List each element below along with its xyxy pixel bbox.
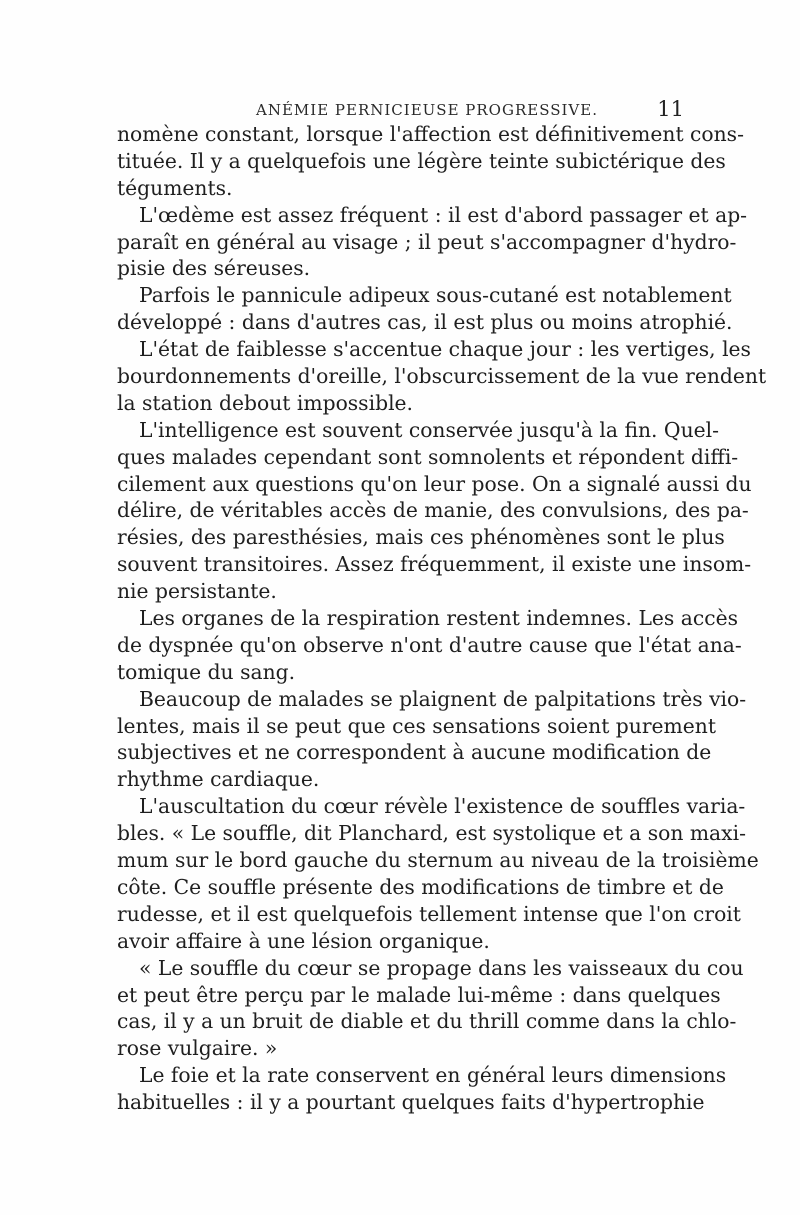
text-line: nomène constant, lorsque l'affection est définitivement cons-: [117, 122, 744, 146]
text-line: rudesse, et il est quelquefois tellement intense que l'on croit: [117, 901, 741, 926]
text-line: pisie des séreuses.: [117, 256, 311, 281]
text-line: de dyspnée qu'on observe n'ont d'autre cause que l'état ana-: [117, 632, 742, 657]
text-line: avoir affaire à une lésion organique.: [117, 928, 490, 953]
text-line: résies, des paresthésies, mais ces phénomènes sont le plus: [117, 525, 725, 550]
text-line: bles. « Le souffle, dit Planchard, est systolique et a son maxi-: [117, 821, 746, 846]
text-line: cilement aux questions qu'on leur pose. On a signalé aussi du: [117, 471, 752, 496]
text-line: téguments.: [117, 175, 233, 200]
text-line: subjectives et ne correspondent à aucune modification de: [117, 740, 712, 765]
text-line: habituelles : il y a pourtant quelques faits d'hypertrophie: [117, 1090, 705, 1115]
text-line: L'intelligence est souvent conservée jusqu'à la fin. Quel-: [139, 417, 719, 442]
text-line: ques malades cependant sont somnolents et répondent diffi-: [117, 444, 739, 469]
text-line: Beaucoup de malades se plaignent de palpitations très vio-: [139, 686, 747, 711]
text-line: tituée. Il y a quelquefois une légère teinte subictérique des: [117, 148, 726, 173]
text-line: côte. Ce souffle présente des modifications de timbre et de: [117, 874, 724, 899]
text-line: mum sur le bord gauche du sternum au niveau de la troisième: [117, 848, 759, 873]
text-line: « Le souffle du cœur se propage dans les vaisseaux du cou: [139, 955, 744, 980]
body-text: [117, 121, 767, 1116]
text-line: paraît en général au visage ; il peut s'accompagner d'hydro-: [117, 229, 737, 254]
text-line: développé : dans d'autres cas, il est plus ou moins atrophié.: [117, 310, 733, 335]
text-line: L'œdème est assez fréquent : il est d'abord passager et ap-: [139, 202, 748, 227]
text-line: délire, de véritables accès de manie, des convulsions, des pa-: [117, 498, 749, 523]
text-line: rhythme cardiaque.: [117, 767, 320, 792]
text-line: lentes, mais il se peut que ces sensations soient purement: [117, 713, 716, 738]
text-line: et peut être perçu par le malade lui-même : dans quelques: [117, 982, 721, 1007]
text-line: la station debout impossible.: [117, 390, 413, 415]
text-line: bourdonnements d'oreille, l'obscurcissement de la vue rendent: [117, 364, 767, 389]
text-line: Le foie et la rate conservent en général leurs dimensions: [139, 1063, 727, 1088]
text-line: Les organes de la respiration restent indemnes. Les accès: [139, 606, 738, 631]
text-line: L'état de faiblesse s'accentue chaque jour : les vertiges, les: [139, 337, 751, 362]
text-line: L'auscultation du cœur révèle l'existence de souffles varia-: [139, 794, 746, 819]
text-line: souvent transitoires. Assez fréquemment, il existe une insom-: [117, 552, 752, 577]
text-line: Parfois le pannicule adipeux sous-cutané est notablement: [139, 283, 732, 308]
text-line: cas, il y a un bruit de diable et du thrill comme dans la chlo-: [117, 1009, 737, 1034]
text-line: rose vulgaire. »: [117, 1036, 278, 1061]
running-title: ANÉMIE PERNICIEUSE PROGRESSIVE.: [256, 101, 598, 119]
page-number: 11: [657, 97, 684, 121]
text-line: tomique du sang.: [117, 659, 296, 684]
text-line: nie persistante.: [117, 579, 277, 604]
